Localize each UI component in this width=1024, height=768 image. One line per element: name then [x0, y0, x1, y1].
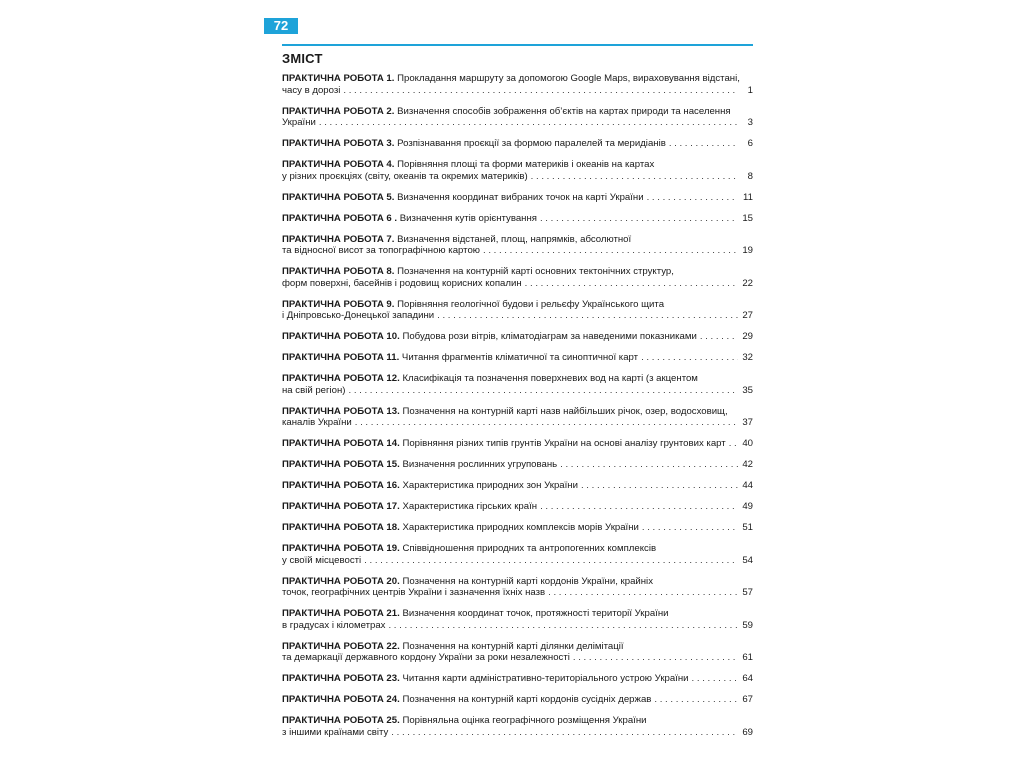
- toc-entry-line: [282, 73, 753, 85]
- toc-entry-label: ПРАКТИЧНА РОБОТА 23.: [282, 673, 400, 684]
- toc-entry-line: [282, 555, 753, 567]
- toc-entry-title: Характеристика природних зон України: [402, 480, 578, 491]
- toc-entry-line: [282, 694, 753, 706]
- toc-leader-dots: [647, 192, 738, 204]
- toc-entry-title: Порівняльна оцінка географічного розміщення України: [402, 715, 647, 726]
- toc-entry-title: та демаркації державного кордону України за роки незалежності: [282, 652, 570, 663]
- toc-leader-dots: [343, 85, 738, 97]
- toc-leader-dots: [573, 652, 738, 664]
- toc-entry[interactable]: [282, 694, 753, 706]
- toc-entry-title: Читання карти адміністративно-територіального устрою України: [402, 673, 689, 684]
- toc-entry-text: [282, 266, 674, 278]
- toc-page-number: 51: [742, 522, 753, 533]
- toc-entry-label: ПРАКТИЧНА РОБОТА 20.: [282, 575, 400, 587]
- toc-entry-text: [282, 117, 316, 129]
- toc-entry-label: ПРАКТИЧНА РОБОТА 2.: [282, 105, 395, 117]
- toc-entry-text: [282, 652, 570, 664]
- toc-page-number: 19: [742, 245, 753, 256]
- toc-entry[interactable]: [282, 641, 753, 664]
- toc-entry-title: в градусах і кілометрах: [282, 619, 386, 631]
- toc-entry-text: [282, 245, 480, 257]
- toc-entry-line: [282, 727, 753, 739]
- toc-entry[interactable]: [282, 501, 753, 513]
- toc-page-number: 61: [742, 652, 753, 663]
- toc-entry-title: з іншими країнами світу: [282, 726, 389, 738]
- toc-page-number: 67: [742, 694, 753, 705]
- toc-leader-dots: [669, 138, 738, 150]
- toc-entry-line: [282, 171, 753, 183]
- toc-page-number: 69: [742, 726, 753, 738]
- toc-entry-label: ПРАКТИЧНА РОБОТА 14.: [282, 438, 400, 449]
- toc-entry-title: Прокладання маршруту за допомогою Google Maps, вираховування відстані,: [397, 73, 740, 84]
- toc-entry[interactable]: [282, 438, 753, 450]
- toc-entry-line: [282, 522, 753, 534]
- toc-entry-title: Позначення на контурній карті основних тектонічних структур,: [397, 266, 674, 277]
- toc-entry-title: Характеристика природних комплексів морів України: [402, 522, 639, 533]
- toc-leader-dots: [560, 459, 738, 471]
- toc-entry-title: Співвідношення природних та антропогенних комплексів: [402, 543, 657, 554]
- toc-page-number: 6: [747, 138, 753, 149]
- toc-entry-line: [282, 138, 753, 150]
- toc-entry-text: [282, 694, 651, 706]
- toc-entry-text: [282, 373, 698, 385]
- toc-leader-dots: [319, 117, 738, 129]
- toc-entry-text: [282, 85, 340, 97]
- toc-entry-label: ПРАКТИЧНА РОБОТА 3.: [282, 138, 395, 149]
- toc-leader-dots: [355, 417, 738, 429]
- toc-entry-label: ПРАКТИЧНА РОБОТА 12.: [282, 373, 400, 384]
- toc-entry-title: і Дніпровсько-Донецької западини: [282, 310, 435, 321]
- toc-entry-line: [282, 587, 753, 599]
- toc-entry-line: [282, 576, 753, 588]
- toc-entry-line: [282, 213, 753, 225]
- toc-entry-title: Класифікація та позначення поверхневих вод на карті (з акцентом: [402, 373, 698, 384]
- toc-entry-line: [282, 117, 753, 129]
- toc-entry-title: Позначення на контурній карті ділянки делімітації: [402, 640, 624, 652]
- toc-entry[interactable]: [282, 480, 753, 492]
- toc-page-number: 44: [742, 480, 753, 491]
- toc-entry-title: на свій регіон): [282, 384, 346, 396]
- toc-entry[interactable]: [282, 352, 753, 364]
- toc-leader-dots: [540, 213, 738, 225]
- toc-entry-label: ПРАКТИЧНА РОБОТА 19.: [282, 543, 400, 554]
- toc-entry-text: [282, 310, 434, 322]
- toc-entry-text: [282, 543, 656, 555]
- toc-entry[interactable]: [282, 543, 753, 566]
- toc-page-number: 57: [742, 587, 753, 598]
- toc-entry-line: [282, 192, 753, 204]
- toc-entry-title: Читання фрагментів кліматичної та синоптичної карт: [401, 352, 639, 363]
- toc-entry-label: ПРАКТИЧНА РОБОТА 7.: [282, 233, 395, 245]
- toc-entry-text: [282, 331, 697, 343]
- toc-entry-text: [282, 138, 666, 150]
- toc-page-number: 1: [747, 84, 753, 96]
- toc-entry-label: ПРАКТИЧНА РОБОТА 11.: [282, 352, 400, 363]
- toc-entry-text: [282, 234, 631, 246]
- toc-entry[interactable]: [282, 73, 753, 96]
- toc-entry-label: ПРАКТИЧНА РОБОТА 1.: [282, 73, 395, 84]
- toc-entry-title: у різних проєкціях (світу, океанів та окремих материків): [282, 170, 528, 182]
- toc-leader-dots: [540, 501, 738, 513]
- toc-entry-text: [282, 352, 638, 364]
- toc-entry-text: [282, 406, 728, 418]
- toc-entry-line: [282, 417, 753, 429]
- toc-page-number: 27: [742, 310, 753, 321]
- toc-page-number: 64: [742, 673, 753, 684]
- toc-page-number: 54: [742, 554, 753, 566]
- toc-entry-line: [282, 501, 753, 513]
- header-rule: [282, 44, 753, 46]
- toc-entry-line: [282, 234, 753, 246]
- toc-page-number: 29: [742, 331, 753, 342]
- toc-entry[interactable]: [282, 576, 753, 599]
- toc-entry-label: ПРАКТИЧНА РОБОТА 21.: [282, 608, 400, 619]
- toc-entry-line: [282, 459, 753, 471]
- toc-entry-text: [282, 385, 345, 397]
- toc-entry-title: Характеристика гірських країн: [402, 501, 538, 512]
- toc-entry-title: Побудова рози вітрів, кліматодіаграм за наведеними показниками: [402, 331, 697, 342]
- toc-entry-title: у своїй місцевості: [282, 554, 362, 566]
- toc-page-number: 49: [742, 501, 753, 512]
- toc-entry-line: [282, 159, 753, 171]
- toc-entry-line: [282, 406, 753, 418]
- toc-entry-label: ПРАКТИЧНА РОБОТА 16.: [282, 480, 400, 491]
- toc-leader-dots: [483, 245, 738, 257]
- toc-leader-dots: [700, 331, 738, 343]
- toc-entry[interactable]: [282, 266, 753, 289]
- toc-entry-text: [282, 641, 624, 653]
- toc-entry-text: [282, 620, 385, 632]
- toc-entry-line: [282, 641, 753, 653]
- toc-entry-title: Порівняння геологічної будови і рельєфу Українського щита: [397, 298, 665, 310]
- toc-entry[interactable]: [282, 213, 753, 225]
- toc-entry[interactable]: [282, 331, 753, 343]
- toc-entry-title: часу в дорозі: [282, 84, 341, 96]
- toc-entry-text: [282, 73, 740, 85]
- page-number-badge: 72: [264, 18, 298, 34]
- toc-entry-line: [282, 299, 753, 311]
- toc-entry-title: Визначення координат точок, протяжності території України: [402, 608, 669, 619]
- toc-entry-text: [282, 673, 689, 685]
- toc-entry-text: [282, 417, 352, 429]
- toc-entry-line: [282, 608, 753, 620]
- toc-entry-title: Визначення координат вибраних точок на карті України: [397, 191, 644, 203]
- toc-page-number: 59: [742, 619, 753, 631]
- toc-entry-label: ПРАКТИЧНА РОБОТА 9.: [282, 298, 395, 310]
- toc-entry-line: [282, 673, 753, 685]
- toc-entry-title: Позначення на контурній карті назв найбільших річок, озер, водосховищ,: [402, 405, 728, 417]
- toc-page-number: 32: [742, 352, 753, 363]
- toc-entry-title: форм поверхні, басейнів і родовищ корисних копалин: [282, 277, 522, 289]
- toc-entry-text: [282, 192, 644, 204]
- toc-leader-dots: [437, 310, 738, 322]
- toc-entry-label: ПРАКТИЧНА РОБОТА 4.: [282, 159, 395, 170]
- toc-page-number: 40: [742, 438, 753, 449]
- toc-entry-line: [282, 438, 753, 450]
- toc-entry-title: точок, географічних центрів України і зазначення їхніх назв: [282, 587, 546, 598]
- toc-entry-title: каналів України: [282, 417, 352, 428]
- toc-entry-text: [282, 576, 653, 588]
- toc-entry-label: ПРАКТИЧНА РОБОТА 8.: [282, 266, 395, 277]
- toc-leader-dots: [388, 620, 738, 632]
- toc-entry-line: [282, 620, 753, 632]
- toc-entry-label: ПРАКТИЧНА РОБОТА 18.: [282, 522, 400, 533]
- toc-entry-text: [282, 459, 557, 471]
- toc-entry-title: Позначення на контурній карті кордонів сусідніх держав: [402, 694, 652, 705]
- toc-leader-dots: [692, 673, 738, 685]
- toc-entry-text: [282, 106, 731, 118]
- toc-entry-title: Позначення на контурній карті кордонів України, крайніх: [402, 575, 653, 587]
- toc-entry[interactable]: [282, 159, 753, 182]
- toc-page-number: 22: [742, 277, 753, 289]
- toc-entry-title: Розпізнавання проєкції за формою паралелей та меридіанів: [397, 138, 666, 149]
- toc-page-number: 37: [742, 417, 753, 428]
- toc-entry[interactable]: [282, 106, 753, 129]
- toc-entry-line: [282, 266, 753, 278]
- table-of-contents: [282, 73, 753, 748]
- toc-entry-title: Порівняння площі та форми материків і океанів на картах: [397, 159, 655, 170]
- toc-page-number: 42: [742, 459, 753, 470]
- toc-title: ЗМІСТ: [282, 51, 323, 66]
- toc-entry[interactable]: [282, 192, 753, 204]
- toc-leader-dots: [641, 352, 738, 364]
- toc-entry-line: [282, 652, 753, 664]
- toc-entry-title: України: [282, 117, 316, 128]
- toc-entry-text: [282, 480, 578, 492]
- toc-entry-text: [282, 213, 537, 225]
- toc-entry-text: [282, 608, 669, 620]
- toc-entry[interactable]: [282, 406, 753, 429]
- toc-entry-line: [282, 245, 753, 257]
- toc-leader-dots: [525, 278, 738, 290]
- toc-leader-dots: [391, 727, 738, 739]
- toc-entry-label: ПРАКТИЧНА РОБОТА 25.: [282, 715, 400, 726]
- toc-entry-label: ПРАКТИЧНА РОБОТА 24.: [282, 694, 400, 705]
- toc-entry-text: [282, 587, 545, 599]
- toc-entry-title: Визначення способів зображення об’єктів на картах природи та населення: [397, 105, 731, 117]
- toc-entry-line: [282, 352, 753, 364]
- toc-leader-dots: [364, 555, 738, 567]
- toc-entry-line: [282, 106, 753, 118]
- toc-entry-label: ПРАКТИЧНА РОБОТА 22.: [282, 640, 400, 652]
- toc-entry-title: Порівняння різних типів грунтів України на основі аналізу грунтових карт: [402, 438, 726, 449]
- toc-entry[interactable]: [282, 299, 753, 322]
- toc-entry-label: ПРАКТИЧНА РОБОТА 17.: [282, 501, 400, 512]
- toc-entry[interactable]: [282, 673, 753, 685]
- toc-entry-text: [282, 501, 537, 513]
- toc-entry-text: [282, 299, 664, 311]
- toc-entry-line: [282, 480, 753, 492]
- toc-page-number: 35: [742, 384, 753, 396]
- toc-entry-line: [282, 385, 753, 397]
- toc-entry-text: [282, 438, 726, 450]
- toc-entry-text: [282, 727, 388, 739]
- toc-entry[interactable]: [282, 373, 753, 396]
- toc-page-number: 8: [747, 170, 753, 182]
- toc-entry-title: та відносної висот за топографічною картою: [282, 245, 480, 256]
- toc-entry-line: [282, 278, 753, 290]
- toc-entry-title: Визначення рослинних угруповань: [402, 459, 558, 470]
- toc-entry-label: ПРАКТИЧНА РОБОТА 15.: [282, 459, 400, 470]
- toc-entry-line: [282, 373, 753, 385]
- toc-entry-label: ПРАКТИЧНА РОБОТА 5.: [282, 191, 395, 203]
- toc-entry[interactable]: [282, 715, 753, 738]
- toc-leader-dots: [642, 522, 738, 534]
- toc-entry[interactable]: [282, 522, 753, 534]
- toc-page-number: 11: [743, 191, 753, 203]
- toc-entry-line: [282, 331, 753, 343]
- toc-entry[interactable]: [282, 459, 753, 471]
- toc-entry-line: [282, 85, 753, 97]
- toc-page-number: 3: [747, 117, 753, 128]
- toc-entry-text: [282, 715, 647, 727]
- toc-entry-text: [282, 159, 654, 171]
- toc-entry-line: [282, 310, 753, 322]
- toc-entry[interactable]: [282, 608, 753, 631]
- toc-entry-label: ПРАКТИЧНА РОБОТА 10.: [282, 331, 400, 342]
- toc-leader-dots: [581, 480, 738, 492]
- toc-leader-dots: [654, 694, 738, 706]
- toc-entry-text: [282, 522, 639, 534]
- toc-entry-text: [282, 278, 522, 290]
- toc-entry-text: [282, 555, 361, 567]
- toc-entry-label: ПРАКТИЧНА РОБОТА 13.: [282, 405, 400, 417]
- toc-entry[interactable]: [282, 138, 753, 150]
- toc-entry-line: [282, 543, 753, 555]
- toc-entry-line: [282, 715, 753, 727]
- toc-entry-title: Визначення кутів орієнтування: [399, 212, 537, 224]
- toc-leader-dots: [729, 438, 738, 450]
- toc-entry[interactable]: [282, 234, 753, 257]
- toc-page-number: 15: [742, 212, 753, 224]
- toc-entry-label: ПРАКТИЧНА РОБОТА 6 .: [282, 212, 398, 224]
- toc-leader-dots: [531, 171, 738, 183]
- toc-leader-dots: [348, 385, 738, 397]
- toc-entry-title: Визначення відстаней, площ, напрямків, абсолютної: [397, 233, 632, 245]
- toc-entry-text: [282, 171, 528, 183]
- toc-leader-dots: [548, 587, 738, 599]
